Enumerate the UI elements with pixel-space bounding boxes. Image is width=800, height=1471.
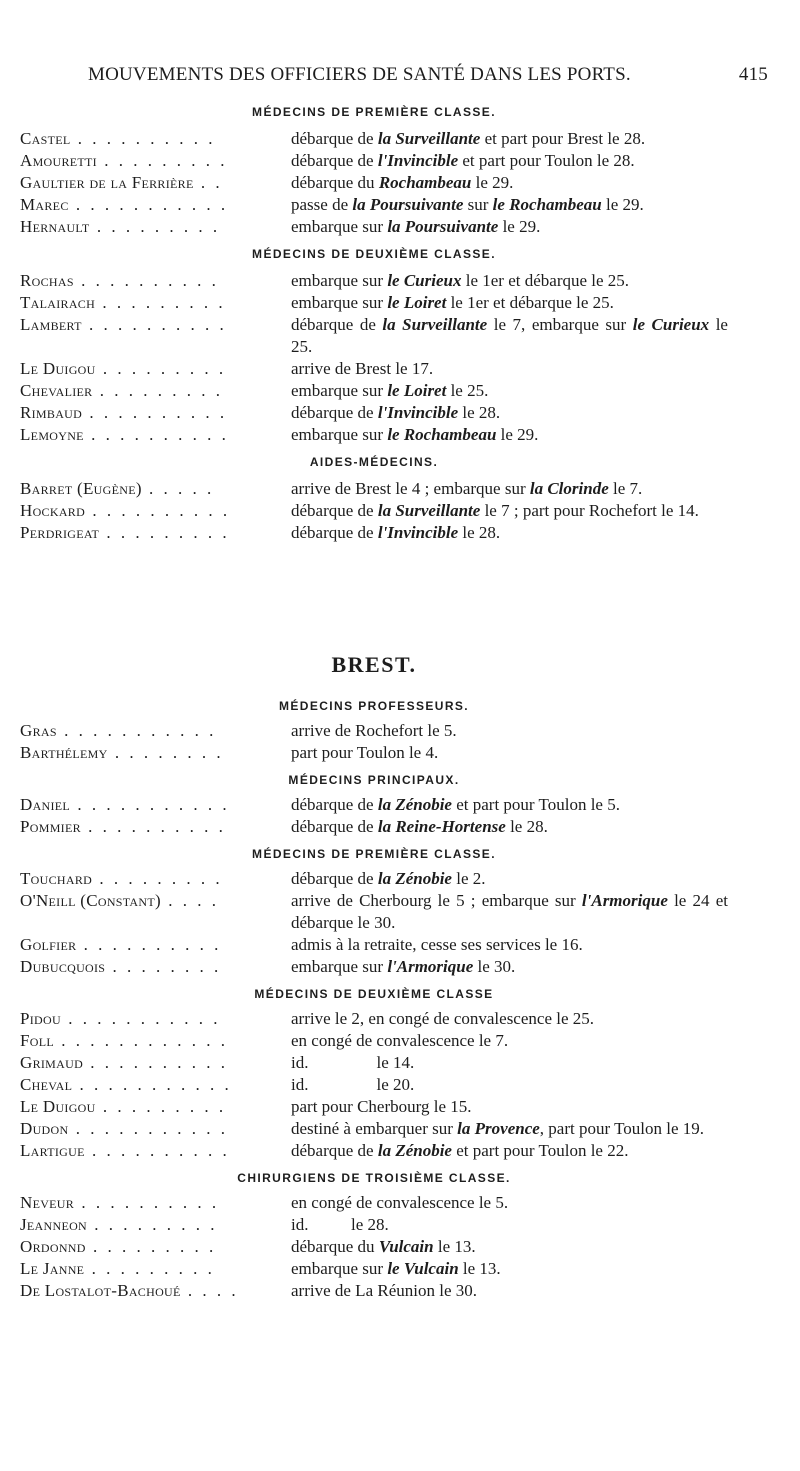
officer-name-cell <box>20 1214 275 1236</box>
officer-name-cell <box>20 1008 275 1030</box>
movement-text: débarque de la Surveillante et part pour Brest le 28. <box>291 129 646 148</box>
movement-text: débarque de la Zénobie et part pour Toulon le 22. <box>291 1141 629 1160</box>
officer-name-cell <box>20 720 275 742</box>
dot-leader: . . . . . . . . . . . . <box>53 1031 228 1050</box>
officer-name: Dubucquois <box>20 957 106 976</box>
entry-row <box>20 1258 728 1280</box>
dot-leader: . . . . . . . . . . <box>80 817 226 836</box>
movement-text: embarque sur la Poursuivante le 29. <box>291 217 541 236</box>
entry-row <box>20 1192 728 1214</box>
section-list <box>20 104 728 544</box>
entry-row <box>20 500 728 522</box>
dot-leader: . . . . . . . . . . <box>70 129 216 148</box>
officer-name-cell <box>20 1236 275 1258</box>
officer-name-cell <box>20 402 275 424</box>
entry-row <box>20 1236 728 1258</box>
entry-row <box>20 172 728 194</box>
entry-row <box>20 742 728 764</box>
dot-leader: . . . . . . . . . . <box>85 501 231 520</box>
officer-name-cell <box>20 1074 275 1096</box>
entry-row <box>20 522 728 544</box>
section-heading: AIDES-MÉDECINS. <box>309 455 439 469</box>
rochefort-block <box>20 104 728 544</box>
entry-row <box>20 150 728 172</box>
section-heading: MÉDECINS DE PREMIÈRE CLASSE. <box>252 847 496 861</box>
officer-name: Grimaud <box>20 1053 84 1072</box>
officer-name-cell <box>20 890 275 934</box>
movement-text: débarque de la Surveillante le 7 ; part pour Rochefort le 14. <box>291 501 699 520</box>
officer-name-cell <box>20 172 275 194</box>
entry-row <box>20 816 728 838</box>
dot-leader: . . . . . . . . . . . <box>72 1075 232 1094</box>
running-header <box>88 64 768 88</box>
dot-leader: . . . . . . . . . <box>85 1237 217 1256</box>
entry-row <box>20 1074 728 1096</box>
officer-name: Jeanneon <box>20 1215 88 1234</box>
officer-name-cell <box>20 424 275 446</box>
officer-name: Barthélemy <box>20 743 108 762</box>
movement-text: id. le 20. <box>291 1075 415 1094</box>
dot-leader: . . <box>193 173 223 192</box>
entry-row <box>20 868 728 890</box>
port-heading: BREST. <box>331 652 417 677</box>
entry-row <box>20 1008 728 1030</box>
officer-name-cell <box>20 868 275 890</box>
officer-name-cell <box>20 150 275 172</box>
entry-row <box>20 358 728 380</box>
officer-name: De Lostalot-Bachoué <box>20 1281 181 1300</box>
dot-leader: . . . . <box>160 891 219 910</box>
officer-name-cell <box>20 380 275 402</box>
officer-name-cell <box>20 500 275 522</box>
officer-name: Chevalier <box>20 381 93 400</box>
dot-leader: . . . . . . . . . . <box>82 403 228 422</box>
movement-text: id. le 28. <box>291 1215 389 1234</box>
dot-leader: . . . . . . . . . <box>95 293 226 312</box>
officer-name: Hockard <box>20 501 86 520</box>
movement-text: arrive de Brest le 4 ; embarque sur la Clorinde le 7. <box>291 479 643 498</box>
entry-row <box>20 478 728 500</box>
officer-name: Castel <box>20 129 71 148</box>
officer-name: Amouretti <box>20 151 97 170</box>
officer-name-cell <box>20 742 275 764</box>
dot-leader: . . . . . . . . . . <box>83 1053 229 1072</box>
dot-leader: . . . . . . . . <box>107 743 224 762</box>
dot-leader: . . . . . . . . . <box>87 1215 218 1234</box>
officer-name-cell <box>20 478 275 500</box>
officer-name: Marec <box>20 195 69 214</box>
officer-name: Pommier <box>20 817 81 836</box>
entry-row <box>20 1096 728 1118</box>
movement-text: embarque sur le Loiret le 25. <box>291 381 489 400</box>
dot-leader: . . . . . . . . . . <box>73 271 219 290</box>
officer-name: O'Neill (Constant) <box>20 891 161 910</box>
running-title: MOUVEMENTS DES OFFICIERS DE SANTÉ DANS LES PORTS. <box>88 64 631 85</box>
movement-text: admis à la retraite, cesse ses services le 16. <box>291 935 583 954</box>
entry-row <box>20 194 728 216</box>
dot-leader: . . . . . . . . . . <box>81 315 227 334</box>
section-heading: MÉDECINS DE PREMIÈRE CLASSE. <box>252 105 496 119</box>
entry-row <box>20 128 728 150</box>
movement-text: embarque sur le Vulcain le 13. <box>291 1259 501 1278</box>
officer-name: Gaultier de la Ferrière <box>20 173 194 192</box>
movement-text: débarque de l'Invincible et part pour Toulon le 28. <box>291 151 635 170</box>
movement-text: en congé de convalescence le 7. <box>291 1031 509 1050</box>
movement-text: embarque sur le Curieux le 1er et débarque le 25. <box>291 271 630 290</box>
dot-leader: . . . . . . . . . . . <box>68 1119 228 1138</box>
dot-leader: . . . . . . . . . . <box>76 935 222 954</box>
dot-leader: . . . . . . . . . <box>89 217 221 236</box>
officer-name: Hernault <box>20 217 90 236</box>
movement-text: débarque de la Surveillante le 7, embarque sur le Curieux le 25. <box>291 315 728 356</box>
dot-leader: . . . . . <box>141 479 215 498</box>
movement-text: débarque du Vulcain le 13. <box>291 1237 476 1256</box>
entry-row <box>20 314 728 358</box>
entry-row <box>20 402 728 424</box>
movement-text: débarque de la Zénobie et part pour Toulon le 5. <box>291 795 620 814</box>
section-heading: MÉDECINS DE DEUXIÈME CLASSE. <box>252 247 496 261</box>
entry-row <box>20 720 728 742</box>
officer-name-cell <box>20 1052 275 1074</box>
entry-row <box>20 292 728 314</box>
officer-name: Ordonnd <box>20 1237 86 1256</box>
officer-name: Le Janne <box>20 1259 85 1278</box>
movement-text: arrive de Rochefort le 5. <box>291 721 457 740</box>
brest-block <box>20 652 728 1302</box>
entry-row <box>20 890 728 934</box>
dot-leader: . . . . . . . . . <box>92 869 223 888</box>
entry-row <box>20 1052 728 1074</box>
entry-row <box>20 424 728 446</box>
section-heading: MÉDECINS PROFESSEURS. <box>278 699 470 713</box>
entry-row <box>20 1280 728 1302</box>
movement-text: part pour Cherbourg le 15. <box>291 1097 472 1116</box>
movement-text: passe de la Poursuivante sur le Rochambeau le 29. <box>291 195 644 214</box>
officer-name-cell <box>20 194 275 216</box>
officer-name-cell <box>20 1140 275 1162</box>
movement-text: embarque sur le Loiret le 1er et débarque le 25. <box>291 293 614 312</box>
dot-leader: . . . . . . . . . . <box>83 425 229 444</box>
movement-text: en congé de convalescence le 5. <box>291 1193 509 1212</box>
officer-name-cell <box>20 128 275 150</box>
officer-name: Lambert <box>20 315 82 334</box>
officer-name-cell <box>20 292 275 314</box>
entry-row <box>20 794 728 816</box>
officer-name-cell <box>20 816 275 838</box>
officer-name: Le Duigou <box>20 1097 96 1116</box>
officer-name-cell <box>20 270 275 292</box>
officer-name: Cheval <box>20 1075 73 1094</box>
entry-row <box>20 270 728 292</box>
officer-name-cell <box>20 314 275 358</box>
dot-leader: . . . . . . . . . . <box>84 1141 230 1160</box>
officer-name: Barret (Eugène) <box>20 479 142 498</box>
dot-leader: . . . . . . . . . <box>95 1097 227 1116</box>
officer-name: Golfier <box>20 935 77 954</box>
section-heading: MÉDECINS DE DEUXIÈME CLASSE <box>254 987 494 1001</box>
officer-name-cell <box>20 1096 275 1118</box>
officer-name: Perdrigeat <box>20 523 100 542</box>
movement-text: débarque de la Reine-Hortense le 28. <box>291 817 548 836</box>
section-heading: MÉDECINS PRINCIPAUX. <box>288 773 460 787</box>
movement-text: embarque sur le Rochambeau le 29. <box>291 425 539 444</box>
movement-text: embarque sur l'Armorique le 30. <box>291 957 516 976</box>
officer-name: Neveur <box>20 1193 75 1212</box>
dot-leader: . . . . . . . . . . . <box>56 721 217 740</box>
movement-text: arrive de Cherbourg le 5 ; embarque sur l'Armorique le 24 et débarque le 30. <box>291 891 728 932</box>
movement-text: arrive de Brest le 17. <box>291 359 434 378</box>
officer-name: Rimbaud <box>20 403 83 422</box>
officer-name: Talairach <box>20 293 96 312</box>
officer-name-cell <box>20 358 275 380</box>
dot-leader: . . . . . . . . . <box>96 151 228 170</box>
entry-row <box>20 1118 728 1140</box>
dot-leader: . . . . . . . . . . . <box>60 1009 221 1028</box>
officer-name: Daniel <box>20 795 71 814</box>
officer-name-cell <box>20 1192 275 1214</box>
officer-name: Foll <box>20 1031 54 1050</box>
officer-name-cell <box>20 1280 275 1302</box>
movement-text: débarque du Rochambeau le 29. <box>291 173 514 192</box>
officer-name: Lartigue <box>20 1141 85 1160</box>
dot-leader: . . . . . . . . . <box>95 359 227 378</box>
movement-text: débarque de l'Invincible le 28. <box>291 523 501 542</box>
entry-row <box>20 216 728 238</box>
page-number: 415 <box>738 64 768 85</box>
officer-name-cell <box>20 1258 275 1280</box>
brest-section-list <box>20 698 728 1302</box>
officer-name-cell <box>20 522 275 544</box>
officer-name: Le Duigou <box>20 359 96 378</box>
movement-text: arrive le 2, en congé de convalescence le 25. <box>291 1009 595 1028</box>
officer-name: Lemoyne <box>20 425 84 444</box>
entry-row <box>20 1214 728 1236</box>
dot-leader: . . . . . . . . . <box>99 523 230 542</box>
officer-name: Gras <box>20 721 57 740</box>
officer-name-cell <box>20 956 275 978</box>
dot-leader: . . . . . . . . <box>105 957 222 976</box>
movement-text: id. le 14. <box>291 1053 415 1072</box>
movement-text: débarque de l'Invincible le 28. <box>291 403 501 422</box>
dot-leader: . . . . . . . . . <box>92 381 223 400</box>
officer-name-cell <box>20 934 275 956</box>
officer-name-cell <box>20 216 275 238</box>
officer-name-cell <box>20 794 275 816</box>
movement-text: arrive de La Réunion le 30. <box>291 1281 477 1300</box>
entry-row <box>20 1140 728 1162</box>
dot-leader: . . . . . . . . . <box>84 1259 215 1278</box>
entry-row <box>20 934 728 956</box>
officer-name: Rochas <box>20 271 74 290</box>
dot-leader: . . . . <box>180 1281 239 1300</box>
officer-name: Pidou <box>20 1009 61 1028</box>
officer-name-cell <box>20 1030 275 1052</box>
entry-row <box>20 956 728 978</box>
officer-name: Dudon <box>20 1119 69 1138</box>
section-heading: CHIRURGIENS DE TROISIÈME CLASSE. <box>237 1171 511 1185</box>
entry-row <box>20 1030 728 1052</box>
movement-text: part pour Toulon le 4. <box>291 743 439 762</box>
dot-leader: . . . . . . . . . . . <box>70 795 230 814</box>
officer-name-cell <box>20 1118 275 1140</box>
officer-name: Touchard <box>20 869 93 888</box>
entry-row <box>20 380 728 402</box>
movement-text: destiné à embarquer sur la Provence, part pour Toulon le 19. <box>291 1119 705 1138</box>
movement-text: débarque de la Zénobie le 2. <box>291 869 486 888</box>
dot-leader: . . . . . . . . . . <box>74 1193 220 1212</box>
dot-leader: . . . . . . . . . . . <box>68 195 229 214</box>
